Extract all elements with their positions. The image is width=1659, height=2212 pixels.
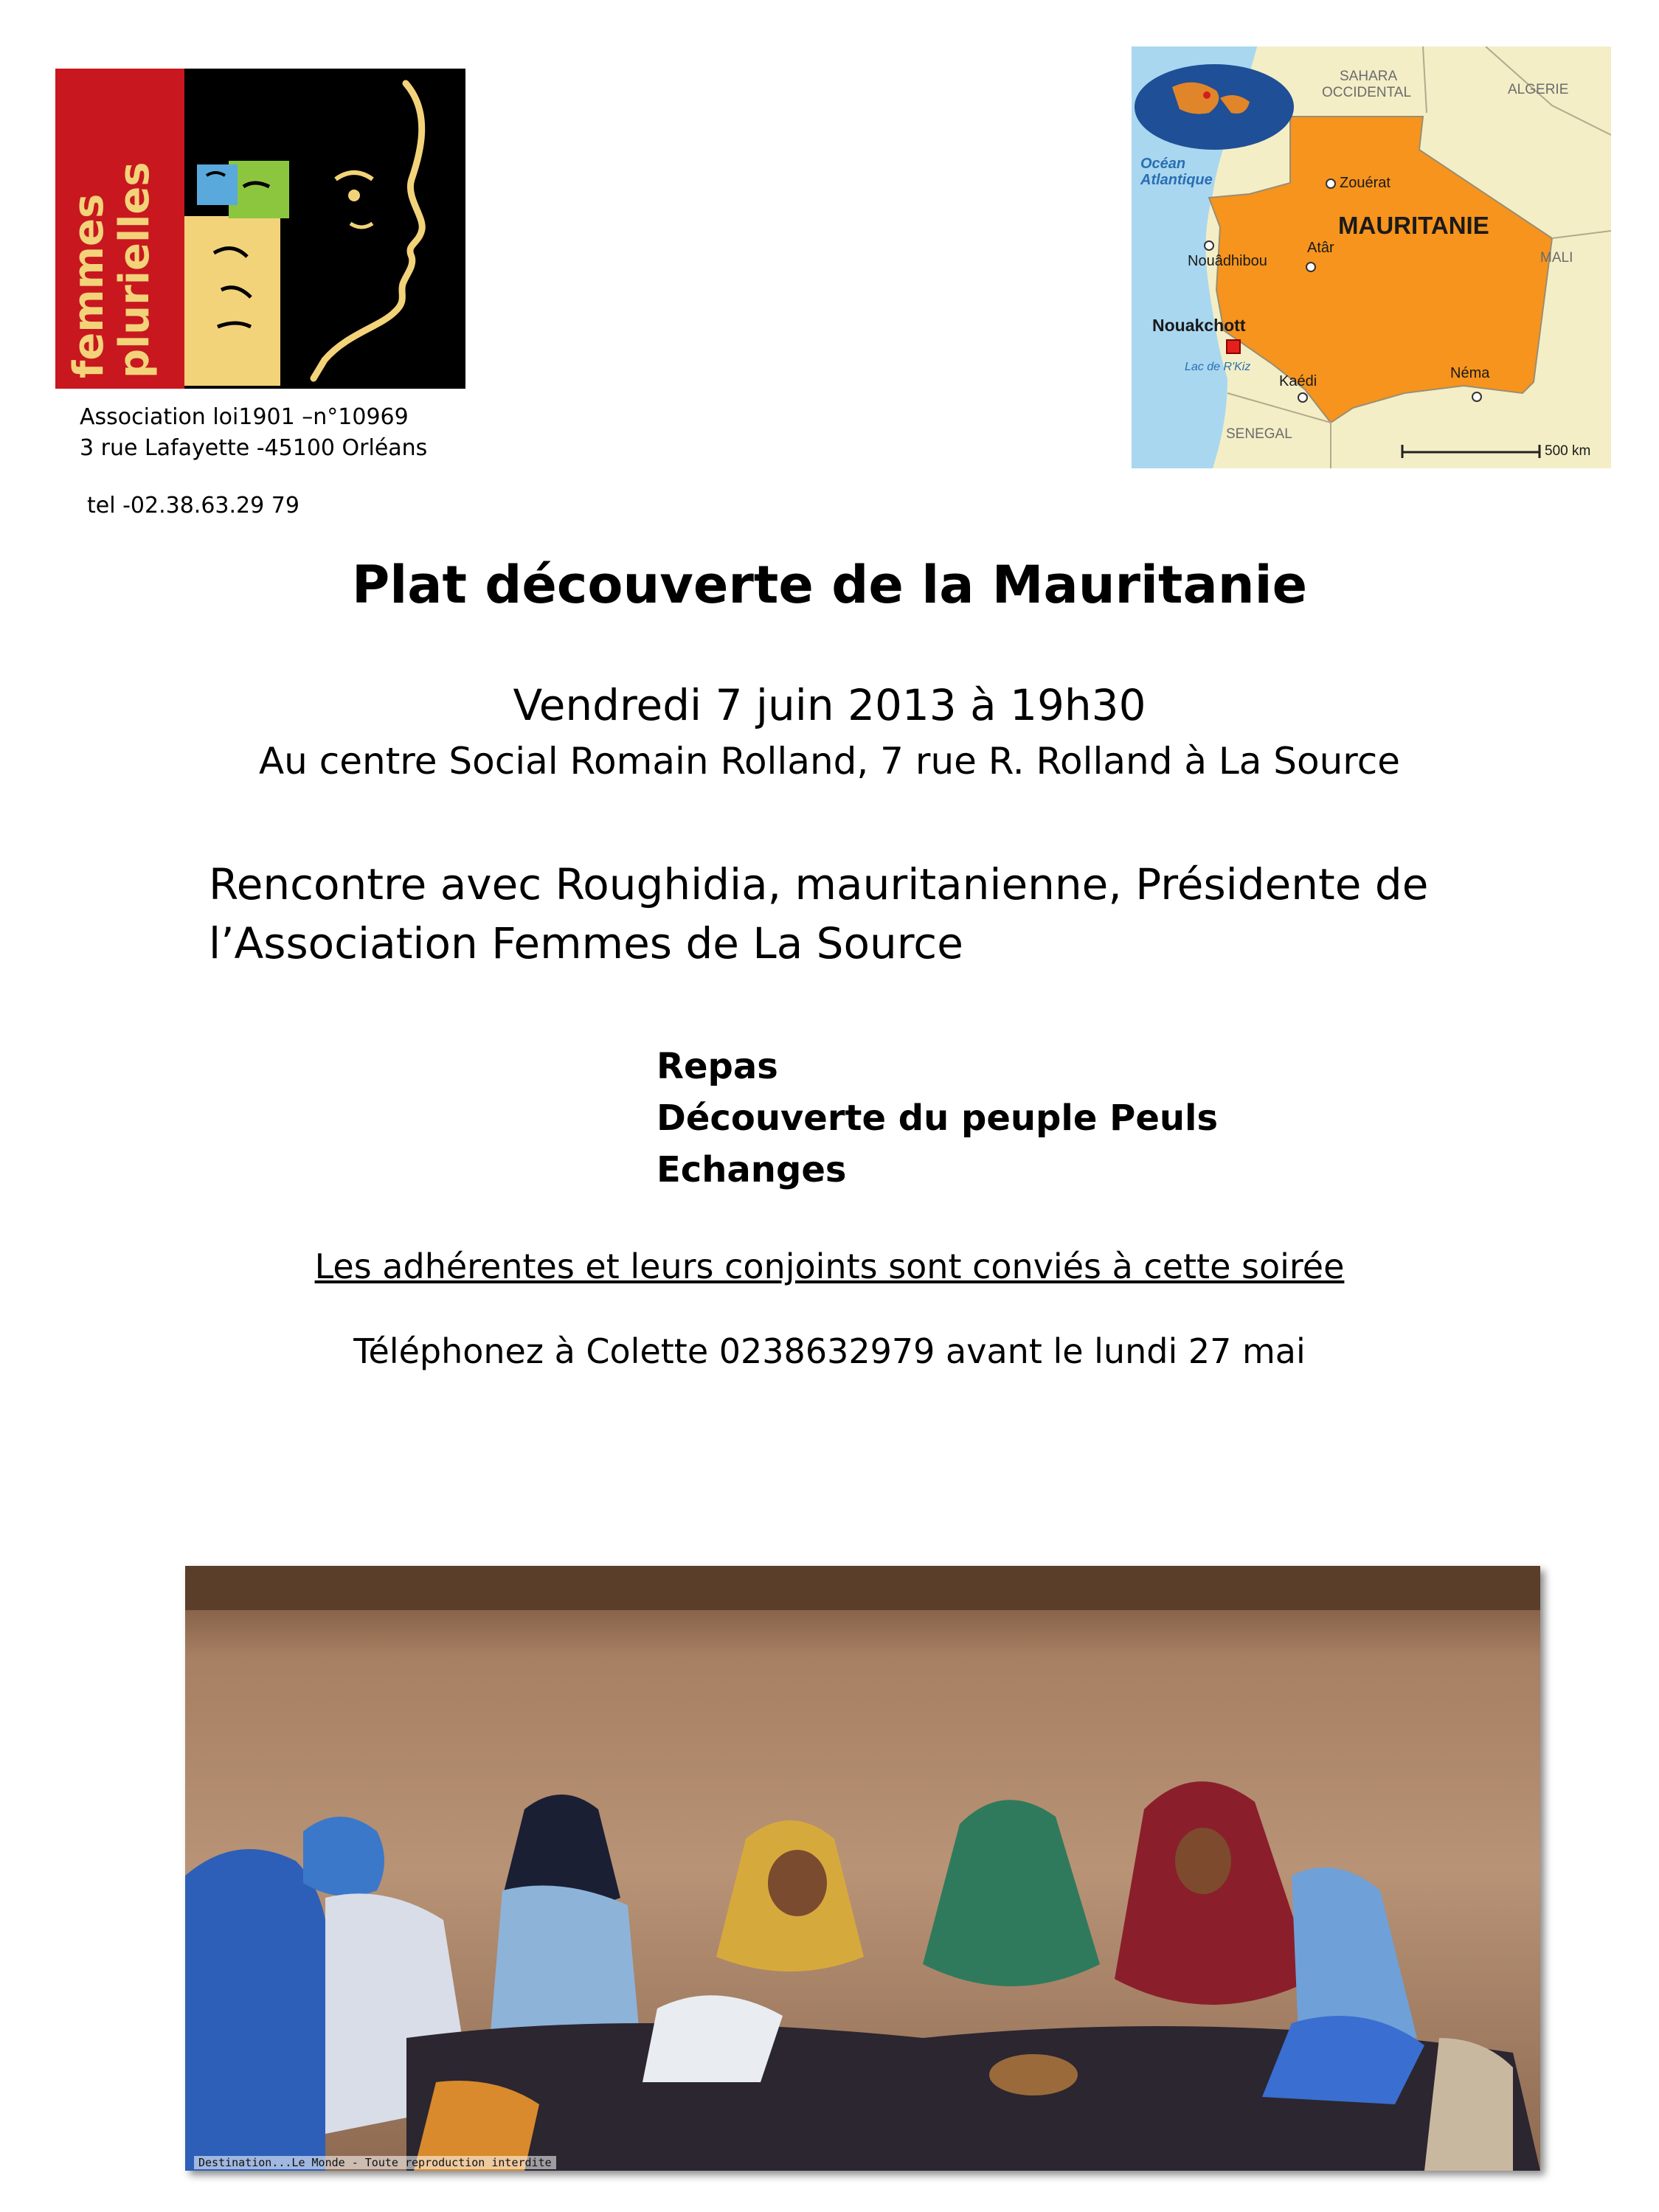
map-label-ocean-1: Océan — [1140, 156, 1186, 172]
program-item: Découverte du peuple Peuls — [657, 1098, 1219, 1139]
event-photo — [185, 1566, 1540, 2171]
map-label-sahara-2: OCCIDENTAL — [1322, 85, 1412, 100]
invitation-note: Les adhérentes et leurs conjoints sont conviés à cette soirée — [314, 1247, 1345, 1286]
logo-face-drawing — [184, 69, 465, 389]
program-item: Repas — [657, 1046, 778, 1087]
association-phone: tel -02.38.63.29 79 — [87, 493, 299, 519]
event-venue: Au centre Social Romain Rolland, 7 rue R. Rolland à La Source — [258, 740, 1401, 783]
logo-brand-line2: plurielles — [111, 162, 159, 378]
map-label-algerie: ALGERIE — [1508, 82, 1569, 97]
event-title: Plat découverte de la Mauritanie — [351, 555, 1308, 615]
association-logo — [55, 69, 465, 389]
logo-brand-line1: femmes — [65, 193, 113, 378]
meeting-text-line2: l’Association Femmes de La Source — [209, 918, 963, 968]
map-city-zouerat: Zouérat — [1340, 175, 1390, 191]
map-label-mali: MALI — [1540, 250, 1573, 266]
photo-caption: Destination...Le Monde - Toute reproduction interdite — [194, 2156, 556, 2169]
map-label-ocean — [1140, 156, 1213, 188]
program-item: Echanges — [657, 1149, 847, 1190]
map-city-nouadhibou: Nouâdhibou — [1188, 253, 1267, 269]
map-label-sahara-1: SAHARA — [1340, 69, 1398, 84]
photo-illustration — [185, 1566, 1540, 2171]
event-date: Vendredi 7 juin 2013 à 19h30 — [513, 680, 1146, 730]
association-address: 3 rue Lafayette -45100 Orléans — [80, 435, 428, 461]
mauritania-map — [1132, 46, 1611, 468]
map-city-kaedi: Kaédi — [1279, 373, 1317, 389]
association-name: Association loi1901 –n°10969 — [80, 404, 409, 430]
map-city-nema: Néma — [1450, 365, 1490, 381]
logo-brand-text — [66, 83, 177, 378]
meeting-text-line1: Rencontre avec Roughidia, mauritanienne, Présidente de — [209, 859, 1429, 909]
map-label-senegal: SENEGAL — [1226, 426, 1292, 442]
rsvp-phone-note: Téléphonez à Colette 0238632979 avant le lundi 27 mai — [353, 1331, 1306, 1371]
map-label-country: MAURITANIE — [1338, 212, 1489, 239]
map-label-lake: Lac de R'Kiz — [1185, 361, 1251, 373]
map-label-ocean-2: Atlantique — [1140, 172, 1213, 188]
map-city-nouakchott: Nouakchott — [1152, 316, 1246, 335]
map-scale-label: 500 km — [1545, 443, 1591, 459]
map-city-atar: Atâr — [1307, 240, 1334, 256]
